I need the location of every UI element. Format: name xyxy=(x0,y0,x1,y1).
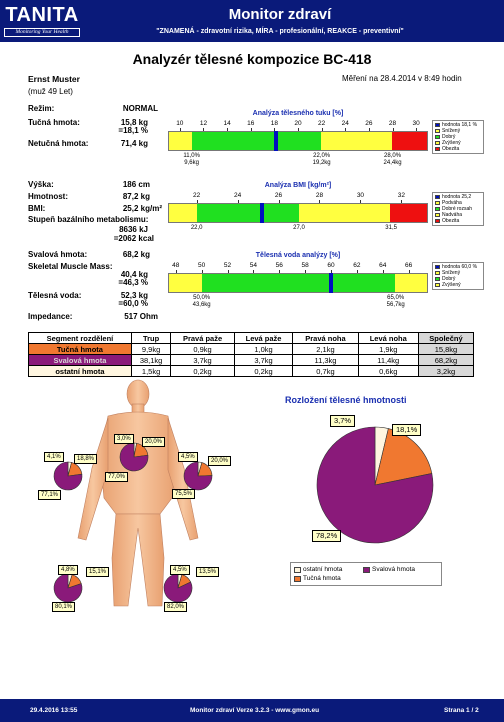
water-gauge-range-kg: 43,6kg xyxy=(192,302,211,308)
fat-percent: =18,1 % xyxy=(118,126,148,135)
bmi-gauge-range-label xyxy=(385,225,397,232)
water-value: 52,3 kg xyxy=(120,291,148,300)
muscle-label: Svalová hmota: xyxy=(28,250,88,259)
bmi-gauge-marker xyxy=(260,203,264,223)
fat-gauge-range-kg: 9,6kg xyxy=(184,160,199,166)
water-gauge-range-label xyxy=(193,295,211,309)
water-gauge-legend-swatch xyxy=(435,265,440,269)
segment-table xyxy=(28,332,474,377)
fat-gauge-legend-label: hodnota 18,1 % xyxy=(442,122,478,128)
body-pie-left-leg-other-label: 4,5% xyxy=(170,565,190,575)
fat-gauge-legend-swatch xyxy=(435,141,440,145)
fat-gauge-tick-label: 16 xyxy=(247,120,255,127)
bmi-gauge-tick-label: 28 xyxy=(315,192,324,199)
bmi-gauge-legend-swatch xyxy=(435,201,440,205)
main-pie-label-muscle: 78,2% xyxy=(312,530,341,542)
water-gauge-ticks xyxy=(168,262,428,270)
segment-cell: 2,1kg xyxy=(293,344,358,355)
water-gauge-legend-label: Zvýšený xyxy=(442,282,461,288)
water-gauge-band xyxy=(169,274,202,292)
water-gauge-legend-swatch xyxy=(435,283,440,287)
water-percent: =60,0 % xyxy=(118,299,148,308)
fat-gauge-band xyxy=(392,132,427,150)
legend-swatch-muscle xyxy=(363,567,370,573)
fat-gauge-range-kg: 24,4kg xyxy=(383,160,402,166)
fat-gauge-tick-label: 20 xyxy=(294,120,302,127)
bmi-gauge-legend-item xyxy=(435,218,481,224)
fat-gauge-range-pct: 11,0% xyxy=(183,153,200,159)
water-gauge-tick-label: 64 xyxy=(379,262,387,269)
fat-gauge-tick-label: 24 xyxy=(341,120,349,127)
impedance-value: 517 Ohm xyxy=(124,312,158,321)
segment-cell: 1,9kg xyxy=(358,344,418,355)
bmr-kcal: =2062 kcal xyxy=(113,234,154,243)
legend-other-label: ostatní hmota xyxy=(303,566,343,573)
segment-header-cell: Levá noha xyxy=(358,333,418,344)
segment-header-cell: Segment rozdělení xyxy=(29,333,132,344)
fat-gauge-tick-label: 30 xyxy=(412,120,420,127)
segment-header-cell: Pravá noha xyxy=(293,333,358,344)
water-gauge-legend-item xyxy=(435,282,481,288)
water-gauge-tick-label: 62 xyxy=(353,262,361,269)
water-gauge-tick-label: 52 xyxy=(223,262,232,269)
fat-value: 15,8 kg xyxy=(120,118,148,127)
body-pie-left-arm-muscle-label: 75,5% xyxy=(172,489,195,499)
fat-gauge-tick-label: 14 xyxy=(223,120,231,127)
segment-cell: 15,8kg xyxy=(418,344,473,355)
segment-row-label: Svalová hmota xyxy=(29,355,132,366)
fat-label: Tučná hmota: xyxy=(28,118,80,127)
water-gauge-legend-swatch xyxy=(435,277,440,281)
fat-gauge-legend-swatch xyxy=(435,135,440,139)
bmi-gauge-legend-label: Obezita xyxy=(442,218,460,224)
segment-cell: 3,7kg xyxy=(234,355,293,366)
bmi-gauge-legend-label: Podváha xyxy=(442,200,462,206)
fat-gauge-legend-label: Zvýšený xyxy=(442,140,461,146)
fat-gauge-legend-label: Dobrý xyxy=(442,134,456,140)
fat-gauge-bar xyxy=(168,131,428,151)
water-gauge-legend-swatch xyxy=(435,271,440,275)
bmi-gauge-title: Analýza BMI [kg/m²] xyxy=(264,182,332,189)
bmi-gauge-ticks xyxy=(168,192,428,200)
footer-page: Strana 1 / 2 xyxy=(444,707,479,714)
legend-fat-label: Tučná hmota xyxy=(303,575,341,582)
segment-cell: 9,9kg xyxy=(131,344,171,355)
main-pie-label-fat: 18,1% xyxy=(392,424,421,436)
segment-row-label: ostatní hmota xyxy=(29,366,132,377)
legend-muscle-label: Svalová hmota xyxy=(372,566,415,573)
water-gauge-legend-label: Dobrý xyxy=(442,276,456,282)
segment-cell: 3,7kg xyxy=(171,355,234,366)
fat-gauge-tick-label: 22 xyxy=(318,120,326,127)
table-row xyxy=(29,344,474,355)
pie-legend xyxy=(290,562,442,586)
bmi-gauge-band xyxy=(390,204,427,222)
fat-gauge-range-label xyxy=(384,153,402,167)
bmi-gauge-range-label xyxy=(191,225,203,232)
segment-cell: 11,4kg xyxy=(358,355,418,366)
fat-gauge-range-kg: 19,2kg xyxy=(312,160,331,166)
bmi-gauge-legend-swatch xyxy=(435,195,440,199)
smm-label: Skeletal Muscle Mass: xyxy=(28,262,113,271)
fat-gauge-range-pct: 28,0% xyxy=(384,153,402,159)
water-gauge-range-label xyxy=(387,295,405,309)
fat-gauge-band xyxy=(321,132,391,150)
water-gauge-tick-label: 66 xyxy=(404,262,413,269)
app-subtitle: "ZNAMENÁ - zdravotní rizika, MÍRA - profesionální, REAKCE - preventivní" xyxy=(156,28,404,35)
measurement-date: Měření na 28.4.2014 v 8:49 hodin xyxy=(342,74,462,83)
fat-gauge-range-label xyxy=(183,153,200,167)
body-pie-left-arm-fat-label: 20,0% xyxy=(208,456,231,466)
footer-date: 29.4.2016 13:55 xyxy=(30,707,78,714)
logo-word: TANITA xyxy=(5,4,79,26)
segment-header-cell: Trup xyxy=(131,333,171,344)
body-pie-left-leg-fat-label: 13,5% xyxy=(196,567,219,577)
bmi-gauge-tick-label: 22 xyxy=(193,192,201,199)
smm-percent: =46,3 % xyxy=(118,278,148,287)
water-gauge-legend-label: Snížený xyxy=(442,270,461,276)
body-pie-trunk-muscle-label: 77,0% xyxy=(105,472,128,482)
fat-gauge-band xyxy=(192,132,321,150)
water-gauge-tick-label: 60 xyxy=(327,262,335,269)
body-pie-right-leg-muscle-label: 80,1% xyxy=(52,602,75,612)
mode-value: NORMAL xyxy=(122,104,158,113)
bmi-gauge-tick-label: 30 xyxy=(356,192,365,199)
bmi-gauge-legend xyxy=(432,192,484,226)
segment-header-cell: Společný xyxy=(418,333,473,344)
bmi-gauge-tick-label: 26 xyxy=(274,192,283,199)
smm-value: 40,4 kg xyxy=(120,270,148,279)
table-row xyxy=(29,355,474,366)
bmi-gauge-range-label xyxy=(293,225,305,232)
water-gauge-bar xyxy=(168,273,428,293)
segment-cell: 1,0kg xyxy=(234,344,293,355)
weight-label: Hmotnost: xyxy=(28,192,68,201)
water-gauge-marker xyxy=(329,273,333,293)
bmi-gauge-legend-label: hodnota 25,2 xyxy=(442,194,472,200)
segment-cell: 1,5kg xyxy=(131,366,171,377)
segment-cell: 0,7kg xyxy=(293,366,358,377)
height-value: 186 cm xyxy=(122,180,150,189)
legend-swatch-other xyxy=(294,567,301,573)
body-pie-right-arm-muscle-label: 77,1% xyxy=(38,490,61,500)
fat-gauge-band xyxy=(169,132,192,150)
water-gauge-range-pct: 50,0% xyxy=(193,295,211,301)
body-pie-trunk-other-label: 3,0% xyxy=(114,434,134,444)
fat-gauge-legend-item xyxy=(435,146,481,152)
fat-gauge-range-pct: 22,0% xyxy=(313,153,331,159)
fat-gauge-tick-label: 26 xyxy=(365,120,373,127)
water-gauge-tick-label: 48 xyxy=(172,262,180,269)
bmi-label: BMI: xyxy=(28,204,46,213)
bmr-kj: 8636 kJ xyxy=(119,225,148,234)
fat-gauge-legend xyxy=(432,120,484,154)
segment-cell: 0,2kg xyxy=(234,366,293,377)
bmi-gauge-band xyxy=(169,204,197,222)
water-gauge-band xyxy=(395,274,427,292)
fat-gauge-legend-swatch xyxy=(435,129,440,133)
segment-header-cell: Pravá paže xyxy=(171,333,234,344)
bmi-gauge-range-pct: 27,0 xyxy=(293,225,305,231)
bmi-gauge-range-pct: 31,5 xyxy=(385,225,397,231)
legend-other xyxy=(294,565,342,574)
fat-gauge-tick-label: 12 xyxy=(199,120,208,127)
body-pie-right-leg-other-label: 4,8% xyxy=(58,565,78,575)
segment-cell: 0,6kg xyxy=(358,366,418,377)
footer-app: Monitor zdraví Verze 3.2.3 - www.gmon.eu xyxy=(190,707,320,714)
bmi-gauge-legend-swatch xyxy=(435,213,440,217)
mode-label: Režim: xyxy=(28,104,55,113)
segment-cell: 68,2kg xyxy=(418,355,473,366)
fat-gauge-title: Analýza tělesného tuku [%] xyxy=(252,110,344,117)
water-gauge-tick-label: 50 xyxy=(198,262,206,269)
water-gauge-tick-label: 58 xyxy=(301,262,309,269)
legend-muscle xyxy=(363,565,415,574)
body-pie-right-arm xyxy=(52,460,84,492)
bmi-gauge-legend-swatch xyxy=(435,207,440,211)
fat-gauge-range-label xyxy=(313,153,331,167)
logo-tagline: Monitoring Your Health xyxy=(4,28,80,37)
bmi-gauge-range-pct: 22,0 xyxy=(190,225,203,231)
water-gauge-tick-label: 54 xyxy=(249,262,257,269)
body-pie-right-leg xyxy=(52,572,84,604)
bmi-value: 25,2 kg/m² xyxy=(122,204,162,213)
fat-gauge-tick-label: 10 xyxy=(176,120,184,127)
segment-cell: 11,3kg xyxy=(293,355,358,366)
person-gender-age: (muž 49 Let) xyxy=(28,87,73,96)
body-pie-left-leg xyxy=(162,572,194,604)
water-gauge-legend xyxy=(432,262,484,290)
bmr-label: Stupeň bazálního metabolismu: xyxy=(28,215,149,224)
tanita-logo xyxy=(4,6,80,38)
fat-gauge-tick-label: 28 xyxy=(388,120,397,127)
height-label: Výška: xyxy=(28,180,54,189)
lean-label: Netučná hmota: xyxy=(28,139,89,148)
footer-bar xyxy=(0,699,504,722)
fat-gauge-legend-label: Snížený xyxy=(442,128,461,134)
fat-gauge-ticks xyxy=(168,120,428,128)
water-gauge-legend-label: hodnota 60,0 % xyxy=(442,264,478,270)
legend-fat xyxy=(294,574,341,583)
bmi-gauge-legend-label: Nadváha xyxy=(442,212,463,218)
lean-value: 71,4 kg xyxy=(120,139,148,148)
body-pie-right-leg-fat-label: 15,1% xyxy=(86,567,109,577)
body-pie-left-leg-muscle-label: 82,0% xyxy=(164,602,187,612)
water-gauge-range-kg: 56,7kg xyxy=(386,302,405,308)
muscle-value: 68,2 kg xyxy=(122,250,150,259)
bmi-gauge-band xyxy=(197,204,299,222)
water-label: Tělesná voda: xyxy=(28,291,82,300)
body-pie-right-arm-other-label: 4,1% xyxy=(44,452,64,462)
main-pie-label-other: 3,7% xyxy=(330,415,355,427)
header-bar xyxy=(0,0,504,42)
impedance-label: Impedance: xyxy=(28,312,73,321)
bmi-gauge-tick-label: 32 xyxy=(397,192,405,199)
legend-swatch-fat xyxy=(294,576,301,582)
pie-chart-title: Rozložení tělesné hmotnosti xyxy=(285,395,407,405)
app-title: Monitor zdraví xyxy=(228,6,332,23)
segment-row-label: Tučná hmota xyxy=(29,344,132,355)
person-name: Ernst Muster xyxy=(28,74,80,84)
bmi-gauge-band xyxy=(299,204,390,222)
segment-cell: 3,2kg xyxy=(418,366,473,377)
water-gauge-title: Tělesná voda analýzy [%] xyxy=(255,252,341,259)
bmi-gauge-legend-swatch xyxy=(435,219,440,223)
segment-cell: 38,1kg xyxy=(131,355,171,366)
fat-gauge-marker xyxy=(274,131,278,151)
bmi-gauge-bar xyxy=(168,203,428,223)
table-row xyxy=(29,366,474,377)
bmi-gauge-tick-label: 24 xyxy=(233,192,242,199)
segment-header-cell: Levá paže xyxy=(234,333,293,344)
fat-gauge-legend-label: Obezita xyxy=(442,146,460,152)
fat-gauge-legend-swatch xyxy=(435,147,440,151)
weight-value: 87,2 kg xyxy=(122,192,150,201)
segment-cell: 0,9kg xyxy=(171,344,234,355)
fat-gauge-legend-swatch xyxy=(435,123,440,127)
fat-gauge-tick-label: 18 xyxy=(270,120,278,127)
body-pie-trunk-fat-label: 20,0% xyxy=(142,437,165,447)
body-pie-right-arm-fat-label: 18,8% xyxy=(74,454,97,464)
body-pie-left-arm-other-label: 4,5% xyxy=(178,452,198,462)
water-gauge-tick-label: 56 xyxy=(275,262,283,269)
bmi-gauge-legend-label: Dobré rozsah xyxy=(442,206,473,212)
segment-table-header xyxy=(29,333,474,344)
water-gauge-range-pct: 65,0% xyxy=(387,295,405,301)
segment-cell: 0,2kg xyxy=(171,366,234,377)
report-title: Analyzér tělesné kompozice BC-418 xyxy=(132,51,372,67)
water-gauge-band xyxy=(202,274,395,292)
